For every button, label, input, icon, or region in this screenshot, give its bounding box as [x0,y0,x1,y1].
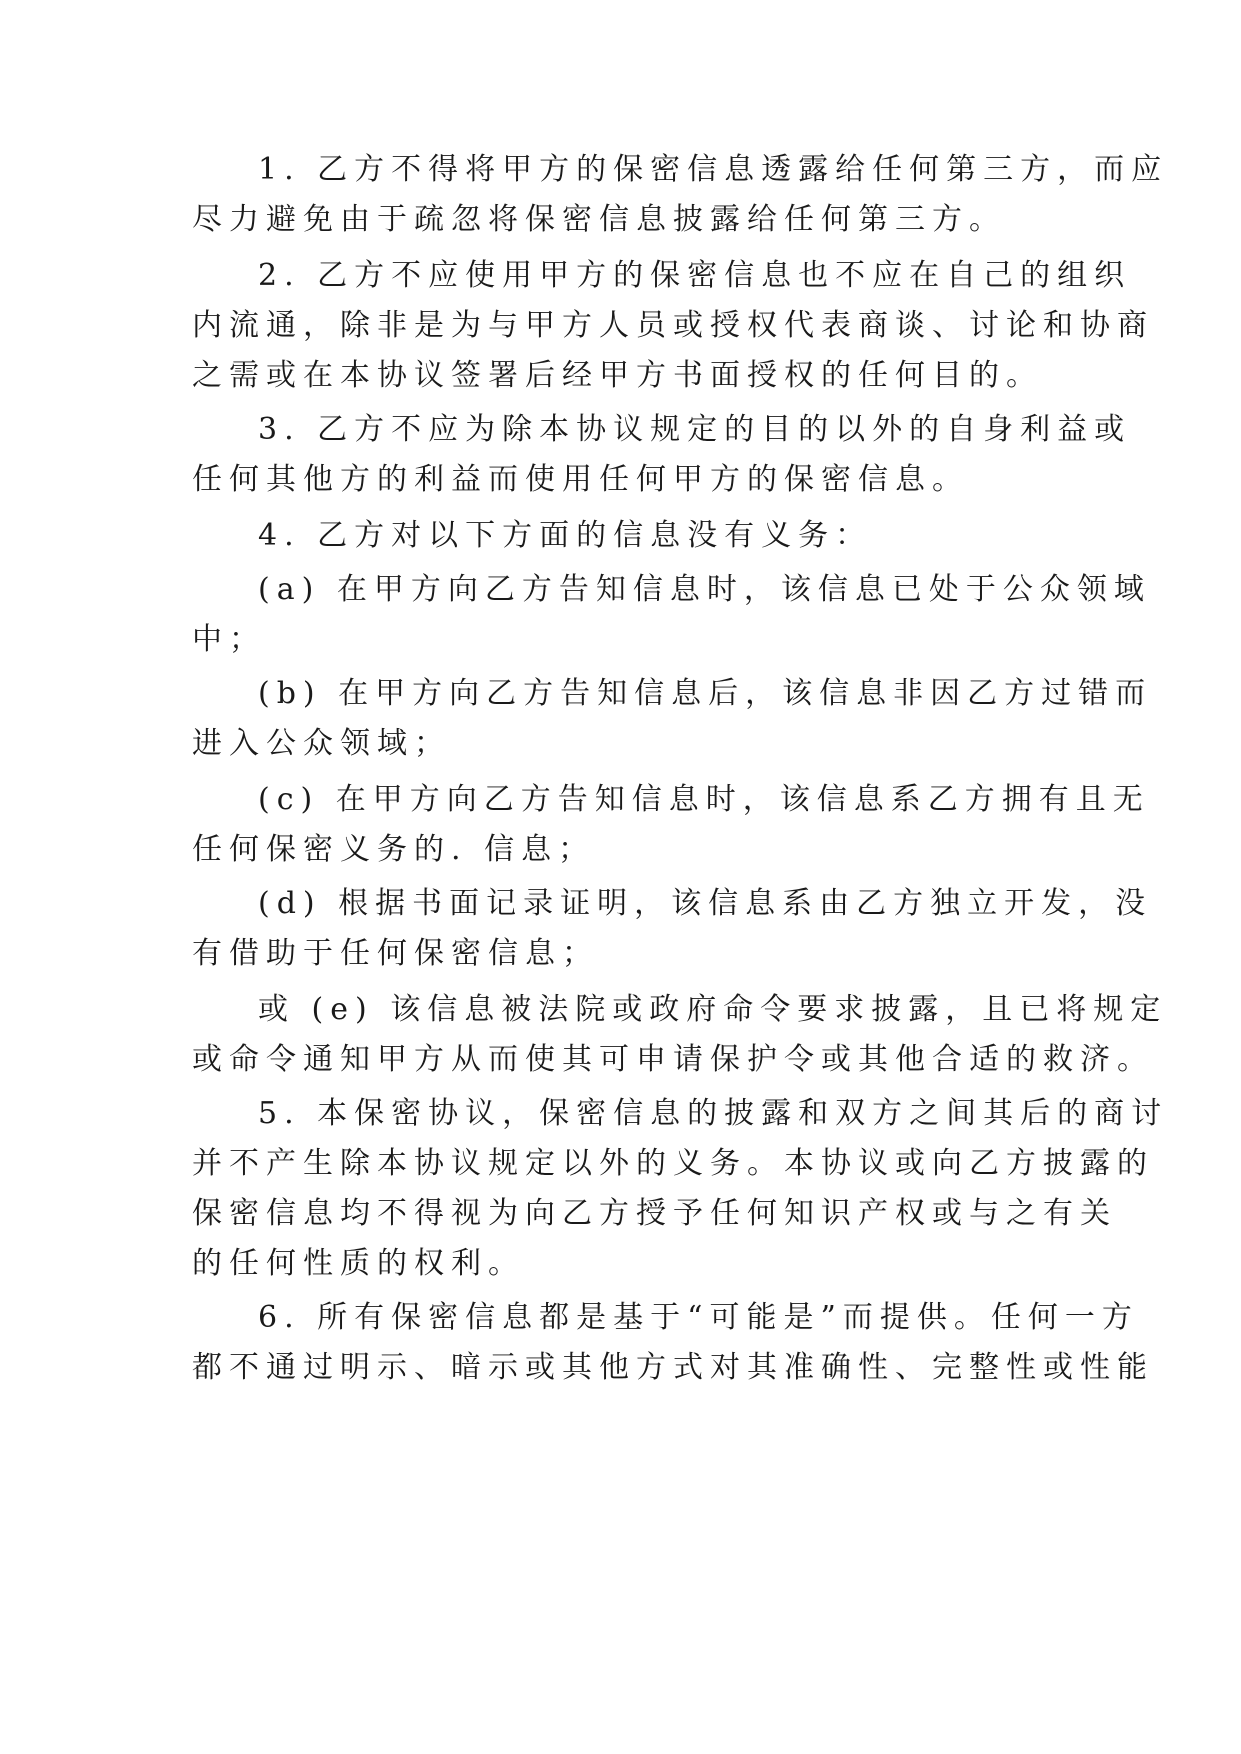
paragraph-2-line-3: 之需或在本协议签署后经甲方书面授权的任何目的。 [192,358,1043,393]
paragraph-5-line-3: 保密信息均不得视为向乙方授予任何知识产权或与之有关 [192,1196,1117,1231]
item-e-line-2: 或命令通知甲方从而使其可申请保护令或其他合适的救济。 [192,1042,1154,1077]
paragraph-2-line-1: 2. 乙方不应使用甲方的保密信息也不应在自己的组织 [258,258,1132,293]
paragraph-1-line-2: 尽力避免由于疏忽将保密信息披露给任何第三方。 [192,202,1006,237]
paragraph-3-line-1: 3. 乙方不应为除本协议规定的目的以外的自身利益或 [258,412,1132,447]
paragraph-6-line-1: 6. 所有保密信息都是基于“可能是”而提供。任何一方 [258,1300,1139,1335]
item-d-line-1: (d) 根据书面记录证明，该信息系由乙方独立开发，没 [258,886,1153,921]
paragraph-3-line-2: 任何其他方的利益而使用任何甲方的保密信息。 [192,462,969,497]
item-a-line-2: 中； [192,622,266,657]
item-b-line-2: 进入公众领域； [192,726,451,761]
paragraph-1-line-1: 1. 乙方不得将甲方的保密信息透露给任何第三方，而应 [258,152,1169,187]
item-e-line-1: 或 (e) 该信息被法院或政府命令要求披露，且已将规定 [258,992,1168,1027]
item-a-line-1: (a) 在甲方向乙方告知信息时，该信息已处于公众领域 [258,572,1151,607]
item-c-line-2: 任何保密义务的. 信息； [192,832,596,867]
item-b-line-1: (b) 在甲方向乙方告知信息后，该信息非因乙方过错而 [258,676,1153,711]
paragraph-5-line-2: 并不产生除本协议规定以外的义务。本协议或向乙方披露的 [192,1146,1154,1181]
item-c-line-1: (c) 在甲方向乙方告知信息时，该信息系乙方拥有且无 [258,782,1150,817]
paragraph-5-line-1: 5. 本保密协议，保密信息的披露和双方之间其后的商讨 [258,1096,1169,1131]
paragraph-6-line-2: 都不通过明示、暗示或其他方式对其准确性、完整性或性能 [192,1350,1154,1385]
item-d-line-2: 有借助于任何保密信息； [192,936,599,971]
paragraph-4-line-1: 4. 乙方对以下方面的信息没有义务： [258,518,873,553]
paragraph-2-line-2: 内流通，除非是为与甲方人员或授权代表商谈、讨论和协商 [192,308,1154,343]
paragraph-5-line-4: 的任何性质的权利。 [192,1246,525,1281]
